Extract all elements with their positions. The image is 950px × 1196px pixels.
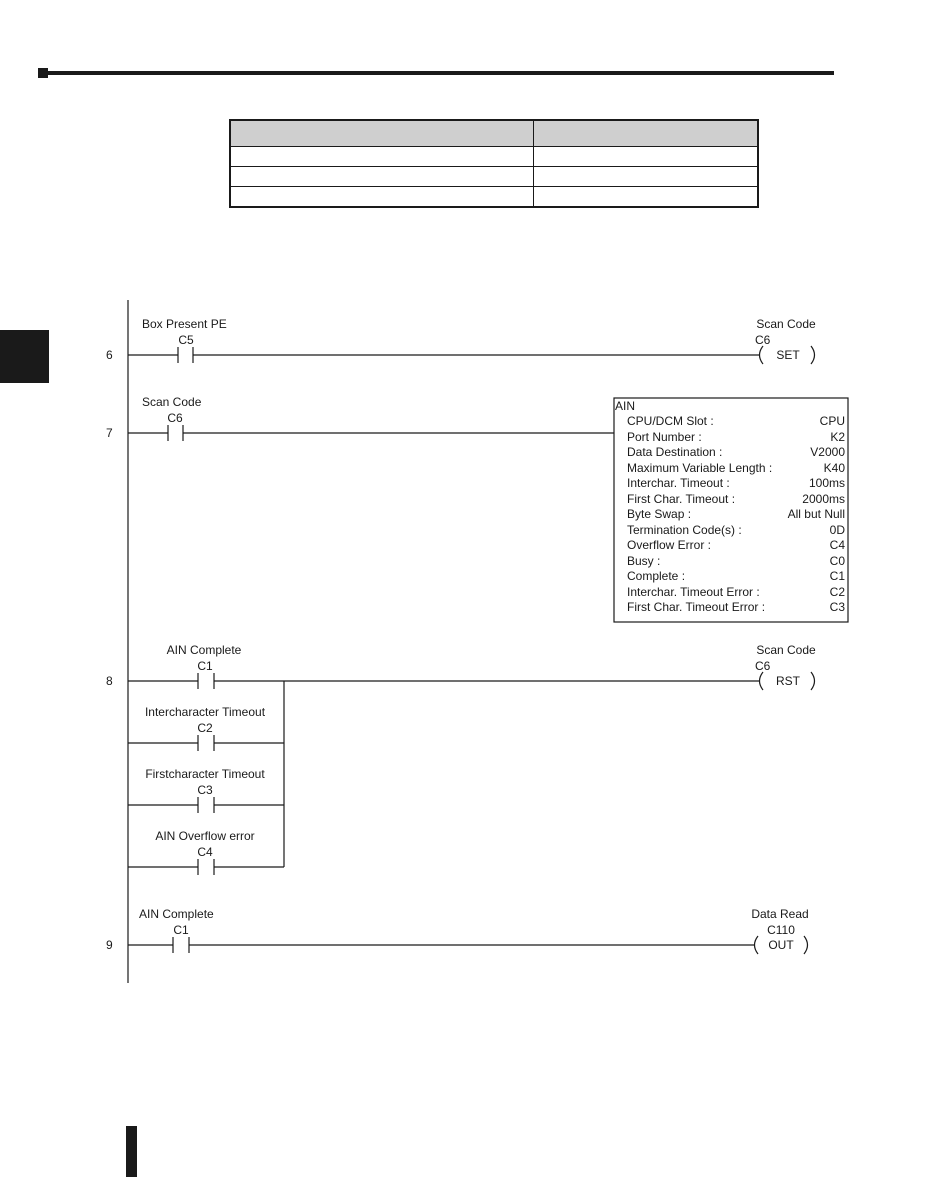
coil-type: RST <box>776 674 800 688</box>
coil-label: Scan Code <box>756 317 816 331</box>
contact-address: C2 <box>197 721 213 735</box>
param-label: Maximum Variable Length : <box>627 461 773 475</box>
param-value: 0D <box>829 523 845 537</box>
param-value: 2000ms <box>802 492 845 506</box>
rung-6-wires <box>128 346 815 364</box>
coil-type: SET <box>776 348 800 362</box>
coil-label: Data Read <box>751 907 809 921</box>
contact-label: AIN Overflow error <box>155 829 255 843</box>
param-value: CPU <box>819 414 845 428</box>
coil-address: C6 <box>755 333 771 347</box>
contact-label: Scan Code <box>142 395 202 409</box>
coil-address: C6 <box>755 659 771 673</box>
coil-label: Scan Code <box>756 643 816 657</box>
param-value: C4 <box>829 538 845 552</box>
param-label: Byte Swap : <box>627 507 692 521</box>
contact-label: Intercharacter Timeout <box>144 705 266 719</box>
contact-address: C6 <box>167 411 183 425</box>
ain-box-title: AIN <box>615 399 636 413</box>
ain-parameter-list <box>627 414 845 614</box>
rung-number-6: 6 <box>106 348 113 362</box>
param-value: V2000 <box>810 445 845 459</box>
param-label: CPU/DCM Slot : <box>627 414 714 428</box>
rung-number-8: 8 <box>106 674 113 688</box>
rung-number-9: 9 <box>106 938 113 952</box>
contact-label: AIN Complete <box>139 907 214 921</box>
param-value: K40 <box>823 461 845 475</box>
contact-address: C4 <box>197 845 213 859</box>
param-value: C0 <box>829 554 845 568</box>
param-label: Busy : <box>627 554 661 568</box>
rung-9-wires <box>128 936 808 954</box>
contact-label: Box Present PE <box>142 317 227 331</box>
contact-label: Firstcharacter Timeout <box>145 767 265 781</box>
param-label: Termination Code(s) : <box>627 523 742 537</box>
param-value: C3 <box>829 600 845 614</box>
param-value: C1 <box>829 569 845 583</box>
param-value: All but Null <box>787 507 845 521</box>
contact-address: C3 <box>197 783 213 797</box>
param-label: Complete : <box>627 569 686 583</box>
param-value: K2 <box>830 430 845 444</box>
param-label: Port Number : <box>627 430 702 444</box>
param-label: Interchar. Timeout : <box>627 476 730 490</box>
param-label: Data Destination : <box>627 445 723 459</box>
param-value: 100ms <box>808 476 845 490</box>
rung-number-7: 7 <box>106 426 113 440</box>
contact-label: AIN Complete <box>166 643 242 657</box>
coil-type: OUT <box>768 938 794 952</box>
contact-address: C1 <box>173 923 189 937</box>
coil-address: C110 <box>767 923 795 937</box>
param-label: First Char. Timeout : <box>627 492 736 506</box>
contact-address: C1 <box>197 659 213 673</box>
param-label: Interchar. Timeout Error : <box>627 585 760 599</box>
param-value: C2 <box>829 585 845 599</box>
param-label: First Char. Timeout Error : <box>627 600 766 614</box>
contact-address: C5 <box>178 333 194 347</box>
param-label: Overflow Error : <box>627 538 712 552</box>
